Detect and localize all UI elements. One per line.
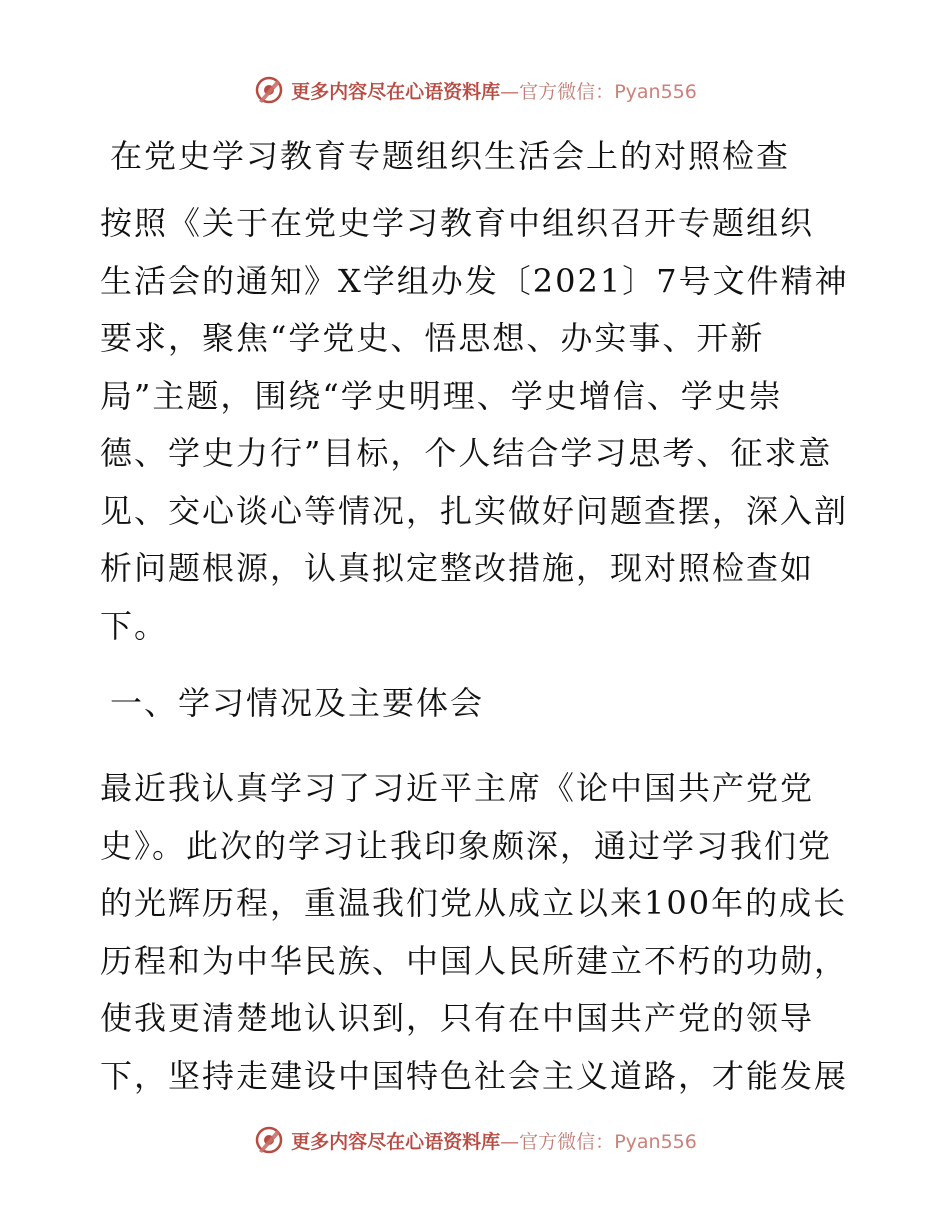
section-line: 的光辉历程，重温我们党从成立以来100年的成长 <box>100 884 848 922</box>
section-line: 使我更清楚地认识到，只有在中国共产党的领导 <box>100 999 815 1037</box>
watermark-header <box>0 70 950 110</box>
watermark-brand: 更多内容尽在心语资料库 <box>291 1130 501 1153</box>
intro-line: 局”主题，围绕“学史明理、学史增信、学史崇 <box>100 376 783 415</box>
watermark-wechat-id: Pyan556 <box>614 1130 697 1153</box>
watermark-separator: — <box>500 80 520 103</box>
section-line: 历程和为中华民族、中国人民所建立不朽的功勋， <box>100 941 849 980</box>
watermark-brand: 更多内容尽在心语资料库 <box>291 80 501 103</box>
watermark-separator: — <box>500 1130 520 1153</box>
watermark-wechat-label: 官方微信： <box>519 1130 615 1153</box>
watermark-wechat-label: 官方微信： <box>519 80 615 103</box>
intro-line: 德、学史力行”目标，个人结合学习思考、征求意 <box>100 434 833 472</box>
intro-line: 要求，聚焦“学党史、悟思想、办实事、开新 <box>100 319 765 357</box>
intro-line: 生活会的通知》X学组办发〔2021〕7号文件精神 <box>100 261 849 300</box>
section-line: 下，坚持走建设中国特色社会主义道路，才能发展 <box>100 1056 849 1095</box>
watermark-text <box>291 77 697 104</box>
section-paragraph <box>100 760 860 1105</box>
watermark-wechat-id: Pyan556 <box>614 80 697 103</box>
intro-line: 按照《关于在党史学习教育中组织召开专题组织 <box>100 204 815 242</box>
intro-line: 析问题根源，认真拟定整改措施，现对照检查如 <box>100 549 815 587</box>
section-heading: 一、学习情况及主要体会 <box>110 684 485 722</box>
quill-seal-icon <box>253 74 285 106</box>
intro-line: 下。 <box>100 606 169 645</box>
watermark-text <box>291 1127 697 1154</box>
intro-line: 见、交心谈心等情况，扎实做好问题查摆，深入剖 <box>100 491 849 530</box>
section-line: 最近我认真学习了习近平主席《论中国共产党党 <box>100 769 815 807</box>
quill-seal-icon <box>253 1124 285 1156</box>
section-line: 史》。此次的学习让我印象颇深，通过学习我们党 <box>100 826 833 865</box>
watermark-footer <box>0 1120 950 1160</box>
intro-paragraph <box>100 195 860 655</box>
document-title: 在党史学习教育专题组织生活会上的对照检查 <box>110 137 791 175</box>
